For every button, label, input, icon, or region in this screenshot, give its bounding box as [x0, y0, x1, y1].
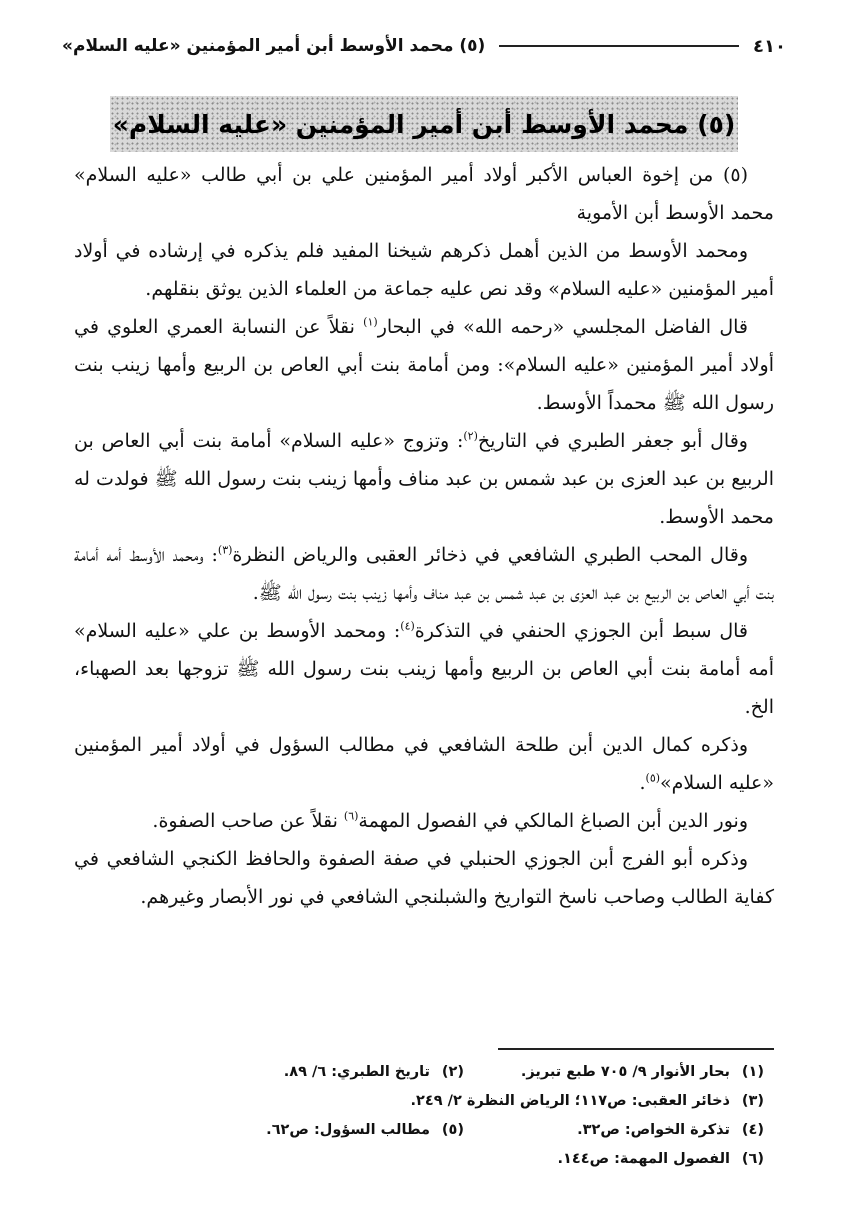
- footnote-number: (٤): [741, 1122, 764, 1138]
- footnote-ref: (١): [363, 315, 378, 329]
- footnote-row: [110, 1145, 764, 1174]
- paragraph-text: نقلاً عن النسابة العمري العلوي في أولاد أمير المؤمنين «عليه السلام»: ومن أمامة بنت أبي العاص بن الربيع وأمها زينب بنت رسول الله ﷺ محمداً الأوسط.: [74, 316, 774, 414]
- paragraph-text: وقال المحب الطبري الشافعي في ذخائر العقبى والرياض النظرة: [232, 544, 748, 566]
- footnote-text: تذكرة الخواص: ص٣٢.: [577, 1122, 730, 1138]
- paragraph: [74, 726, 774, 802]
- section-title-band: [110, 96, 738, 152]
- footnote-item: [164, 1058, 464, 1087]
- footnote-ref: (٤): [400, 619, 415, 633]
- footnote-item: [557, 1145, 764, 1174]
- footnote-item: [411, 1087, 765, 1116]
- page-number: ٤١٠: [753, 35, 786, 57]
- footnote-number: (٥): [441, 1122, 464, 1138]
- paragraph-text: وذكره كمال الدين أبن طلحة الشافعي في مطالب السؤول في أولاد أمير المؤمنين «عليه السلام»: [74, 734, 774, 794]
- footnote-number: (٣): [741, 1093, 764, 1109]
- paragraph: وذكره أبو الفرج أبن الجوزي الحنبلي في صفة الصفوة والحافظ الكنجي الشافعي في كفاية الطالب وصاحب ناسخ التواريخ والشبلنجي الشافعي في نور الأبصار وغيرهم.: [74, 848, 774, 908]
- footnote-rule: [498, 1048, 774, 1050]
- paragraph: (٥) من إخوة العباس الأكبر أولاد أمير المؤمنين علي بن أبي طالب «عليه السلام» محمد الأوسط أبن الأموية: [74, 164, 774, 224]
- paragraph: ومحمد الأوسط من الذين أهمل ذكرهم شيخنا المفيد فلم يذكره في إرشاده في أولاد أمير المؤمنين «عليه السلام» وقد نص عليه جماعة من العلماء الذين يوثق بنقلهم.: [74, 240, 774, 300]
- footnote-row: [110, 1116, 764, 1145]
- paragraph-text: : ومحمد الأوسط بن علي «عليه السلام» أمه أمامة بنت أبي العاص بن الربيع وأمها زينب بنت رسول الله ﷺ تزوجها بعد الصهباء، الخ.: [74, 620, 774, 718]
- footnote-item: [464, 1116, 764, 1145]
- paragraph-text: : وتزوج «عليه السلام» أمامة بنت أبي العاص بن الربيع بن عبد العزى بن عبد شمس بن عبد مناف وأمها زينب بنت رسول الله ﷺ فولدت له محمد الأوسط.: [74, 430, 774, 528]
- footnote-ref: (٢): [463, 429, 478, 443]
- footnote-number: (٦): [741, 1151, 764, 1167]
- paragraph-text: ونور الدين أبن الصباغ المالكي في الفصول المهمة: [358, 810, 748, 832]
- paragraph: [74, 802, 774, 840]
- footnotes: [110, 1058, 764, 1174]
- footnote-text: بحار الأنوار ٩/ ٧٠٥ طبع تبريز.: [520, 1064, 730, 1080]
- footnote-ref: (٣): [217, 543, 233, 557]
- paragraph: [74, 536, 774, 612]
- footnote-row: [110, 1058, 764, 1087]
- paragraph-text: وقال أبو جعفر الطبري في التاريخ: [477, 430, 748, 452]
- footnote-text: ذخائر العقبى: ص١١٧؛ الرياض النظرة ٢/ ٢٤٩.: [410, 1093, 730, 1109]
- paragraph-text: نقلاً عن صاحب الصفوة.: [152, 810, 344, 832]
- footnote-number: (٢): [441, 1064, 464, 1080]
- footnote-text: مطالب السؤول: ص٦٢.: [266, 1122, 430, 1138]
- paragraph-text: : ومحمد الأوسط أمه أمامة بنت أبي العاص بن الربيع بن عبد العزى بن عبد شمس بن عبد مناف وأمها زينب بنت رسول الله ﷺ.: [74, 544, 774, 604]
- paragraph-text: قال الفاضل المجلسي «رحمه الله» في البحار: [377, 316, 748, 338]
- paragraph: [74, 612, 774, 726]
- paragraph: [74, 308, 774, 422]
- paragraph: [74, 422, 774, 536]
- footnote-item: [464, 1058, 764, 1087]
- footnote-text: الفصول المهمة: ص١٤٤.: [557, 1151, 730, 1167]
- running-title: (٥) محمد الأوسط أبن أمير المؤمنين «عليه السلام»: [62, 36, 486, 56]
- footnote-text: تاريخ الطبري: ٦/ ٨٩.: [283, 1064, 430, 1080]
- paragraph-text: .: [639, 772, 646, 794]
- body-text: [74, 156, 774, 916]
- section-title: (٥) محمد الأوسط أبن أمير المؤمنين «عليه السلام»: [112, 109, 736, 139]
- footnote-number: (١): [741, 1064, 764, 1080]
- footnote-item: [164, 1116, 464, 1145]
- footnote-ref: (٦): [343, 809, 359, 823]
- paragraph-text: قال سبط أبن الجوزي الحنفي في التذكرة: [414, 620, 748, 642]
- running-header: [62, 26, 786, 66]
- footnote-row: [110, 1087, 764, 1116]
- footnote-ref: (٥): [645, 771, 661, 785]
- header-rule: [499, 45, 739, 47]
